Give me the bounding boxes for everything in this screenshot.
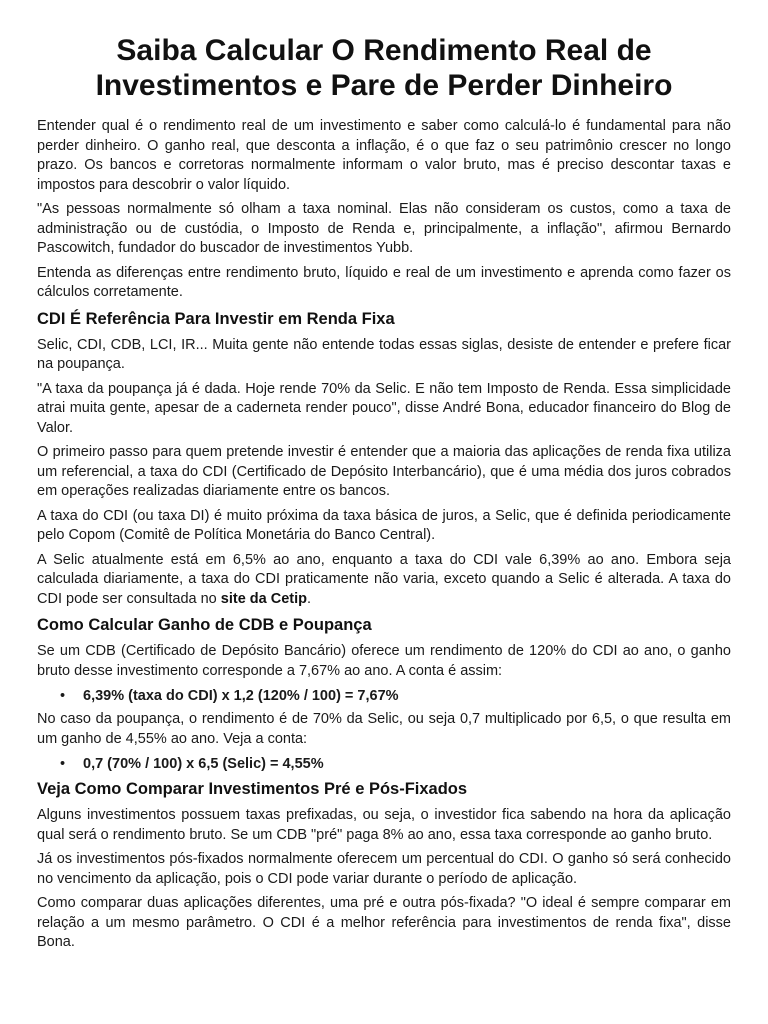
cdb-paragraph-1: Se um CDB (Certificado de Depósito Bancário) oferece um rendimento de 120% do CDI ao ano, o ganho bruto desse investimento corresponde a 7,67% ao ano. A conta é assim:: [37, 643, 731, 679]
intro-paragraph-2: "As pessoas normalmente só olham a taxa nominal. Elas não consideram os custos, como a taxa de administração ou de custódia, o Imposto de Renda e, principalmente, a inflação", afirmou Bernardo Pascowitch, fundador do buscador de investimentos Yubb.: [37, 201, 731, 256]
section-heading-compare: Veja Como Comparar Investimentos Pré e Pós-Fixados: [37, 780, 468, 798]
cdi-paragraph-5-end: .: [307, 590, 312, 607]
cdi-paragraph-4: A taxa do CDI (ou taxa DI) é muito próxima da taxa básica de juros, a Selic, que é definida periodicamente pelo Copom (Comitê de Política Monetária do Banco Central).: [37, 507, 731, 543]
cdi-paragraph-5-text: A Selic atualmente está em 6,5% ao ano, enquanto a taxa do CDI vale 6,39% ao ano. Embora seja calculada diariamente, a taxa do CDI praticamente não varia, exceto quando a Selic é alterada. A taxa do CDI pode ser consultada no: [37, 551, 731, 607]
section-heading-cdi: CDI É Referência Para Investir em Renda Fixa: [37, 309, 395, 328]
bullet-icon: •: [60, 688, 66, 704]
intro-paragraph-1: Entender qual é o rendimento real de um investimento e saber como calculá-lo é fundamental para não perder dinheiro. O ganho real, que desconta a inflação, é o que faz o seu patrimônio crescer no longo prazo. Os bancos e corretoras normalmente informam o valor bruto, mas é preciso descontar taxas e impostos para descobrir o valor líquido.: [37, 118, 731, 193]
compare-paragraph-1: Alguns investimentos possuem taxas prefixadas, ou seja, o investidor fica sabendo na hora da aplicação qual será o rendimento bruto. Se um CDB "pré" paga 8% ao ano, essa taxa corresponde ao ganho bruto.: [37, 807, 731, 843]
cdi-paragraph-2: "A taxa da poupança já é dada. Hoje rende 70% da Selic. E não tem Imposto de Renda. Essa simplicidade atrai muita gente, apesar de a caderneta render pouco", disse André Bona, educador financeiro do Blog de Valor.: [37, 380, 731, 436]
cdi-paragraph-3: O primeiro passo para quem pretende investir é entender que a maioria das aplicações de renda fixa utiliza um referencial, a taxa do CDI (Certificado de Depósito Interbancário), que é uma média dos juros cobrados em operações realizadas diariamente entre os bancos.: [37, 444, 731, 499]
list-item: [60, 686, 731, 706]
compare-paragraph-2: Já os investimentos pós-fixados normalmente oferecem um percentual do CDI. O ganho só será conhecido no vencimento da aplicação, pois o CDI pode variar durante o período de aplicação.: [37, 851, 731, 887]
cetip-site-link[interactable]: site da Cetip: [220, 590, 307, 607]
bullet-icon: •: [60, 756, 66, 772]
section-heading-cdb: Como Calcular Ganho de CDB e Poupança: [37, 616, 372, 634]
cdb-formula-list: [37, 686, 731, 706]
poupanca-paragraph: No caso da poupança, o rendimento é de 70% da Selic, ou seja 0,7 multiplicado por 6,5, o que resulta em um ganho de 4,55% ao ano. Veja a conta:: [37, 711, 731, 747]
poupanca-formula: 0,7 (70% / 100) x 6,5 (Selic) = 4,55%: [83, 756, 324, 772]
cdi-paragraph-1: Selic, CDI, CDB, LCI, IR... Muita gente não entende todas essas siglas, desiste de entender e prefere ficar na poupança.: [37, 336, 731, 372]
page-title: Saiba Calcular O Rendimento Real de Investimentos e Pare de Perder Dinheiro: [95, 34, 673, 102]
poupanca-formula-list: [37, 754, 731, 774]
compare-paragraph-3: Como comparar duas aplicações diferentes, uma pré e outra pós-fixada? "O ideal é sempre comparar em relação a um mesmo parâmetro. O CDI é a melhor referência para investimentos de renda fixa", disse Bona.: [37, 895, 731, 950]
list-item: [60, 754, 731, 774]
intro-paragraph-3: Entenda as diferenças entre rendimento bruto, líquido e real de um investimento e aprenda como fazer os cálculos corretamente.: [37, 264, 731, 300]
cdb-formula: 6,39% (taxa do CDI) x 1,2 (120% / 100) = 7,67%: [83, 688, 399, 704]
cdi-paragraph-5: [37, 551, 731, 610]
